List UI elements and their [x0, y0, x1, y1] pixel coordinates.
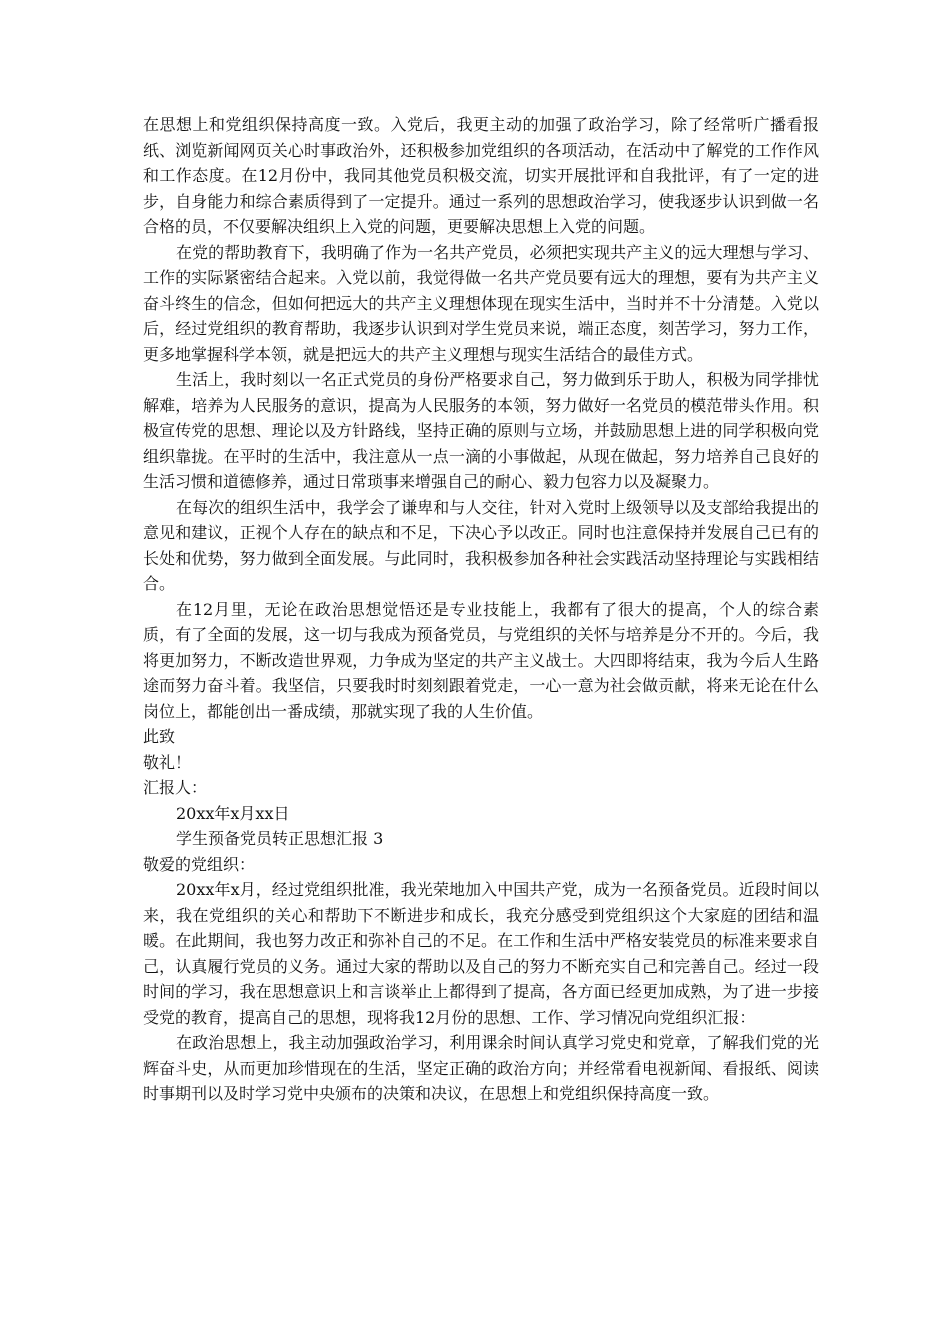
- body-paragraph: 20xx年x月，经过党组织批准，我光荣地加入中国共产党，成为一名预备党员。近段时间以来，我在党组织的关心和帮助下不断进步和成长，我充分感受到党组织这个大家庭的团结和温暖。在此期间，我也努力改正和弥补自己的不足。在工作和生活中严格安装党员的标准来要求自己，认真履行党员的义务。通过大家的帮助以及自己的努力不断充实自己和完善自己。经过一段时间的学习，我在思想意识上和言谈举止上都得到了提高，各方面已经更加成熟，为了进一步接受党的教育，提高自己的思想，现将我12月份的思想、工作、学习情况向党组织汇报：: [143, 880, 819, 1027]
- document-page: [143, 112, 819, 1107]
- greeting: 敬爱的党组织：: [143, 854, 256, 874]
- body-paragraph: 生活上，我时刻以一名正式党员的身份严格要求自己，努力做到乐于助人，积极为同学排忧解难，培养为人民服务的意识，提高为人民服务的本领，努力做好一名党员的模范带头作用。积极宣传党的思想、理论以及方针路线，坚持正确的原则与立场，并鼓励思想上进的同学积极向党组织靠拢。在平时的生活中，我注意从一点一滴的小事做起，从现在做起，努力培养自己良好的生活习惯和道德修养，通过日常琐事来增强自己的耐心、毅力包容力以及凝聚力。: [143, 370, 819, 491]
- section-title: 学生预备党员转正思想汇报 3: [176, 829, 384, 848]
- body-paragraph: 在党的帮助教育下，我明确了作为一名共产党员，必须把实现共产主义的远大理想与学习、工作的实际紧密结合起来。入党以前，我觉得做一名共产党员要有远大的理想，要有为共产主义奋斗终生的信念，但如何把远大的共产主义理想体现在现实生活中，当时并不十分清楚。入党以后，经过党组织的教育帮助，我逐步认识到对学生党员来说，端正态度，刻苦学习，努力工作，更多地掌握科学本领，就是把远大的共产主义理想与现实生活结合的最佳方式。: [143, 242, 819, 364]
- body-paragraph: 在每次的组织生活中，我学会了谦卑和与人交往，针对入党时上级领导以及支部给我提出的意见和建议，正视个人存在的缺点和不足，下决心予以改正。同时也注意保持并发展自己已有的长处和优势，努力做到全面发展。与此同时，我积极参加各种社会实践活动坚持理论与实践相结合。: [143, 497, 819, 593]
- reporter-label: 汇报人：: [143, 778, 208, 797]
- continuation-paragraph: 在思想上和党组织保持高度一致。入党后，我更主动的加强了政治学习，除了经常听广播看报纸、浏览新闻网页关心时事政治外，还积极参加党组织的各项活动，在活动中了解党的工作作风和工作态度。在12月份中，我同其他党员积极交流，切实开展批评和自我批评，有了一定的进步，自身能力和综合素质得到了一定提升。通过一系列的思想政治学习，使我逐步认识到做一名合格的员，不仅要解决组织上入党的问题，更要解决思想上入党的问题。: [143, 115, 819, 236]
- report-date: 20xx年x月xx日: [176, 803, 290, 823]
- closing-salute: 此致: [143, 727, 176, 746]
- body-paragraph: 在政治思想上，我主动加强政治学习，利用课余时间认真学习党史和党章，了解我们党的光辉奋斗史，从而更加珍惜现在的生活，坚定正确的政治方向；并经常看电视新闻、看报纸、阅读时事期刊以及时学习党中央颁布的决策和决议，在思想上和党组织保持高度一致。: [143, 1033, 819, 1103]
- closing-salute-respect: 敬礼！: [143, 752, 192, 772]
- body-paragraph: 在12月里，无论在政治思想觉悟还是专业技能上，我都有了很大的提高，个人的综合素质，有了全面的发展，这一切与我成为预备党员，与党组织的关怀与培养是分不开的。今后，我将更加努力，不断改造世界观，力争成为坚定的共产主义战士。大四即将结束，我为今后人生路途而努力奋斗着。我坚信，只要我时时刻刻跟着党走，一心一意为社会做贡献，将来无论在什么岗位上，都能创出一番成绩，那就实现了我的人生价值。: [143, 599, 819, 721]
